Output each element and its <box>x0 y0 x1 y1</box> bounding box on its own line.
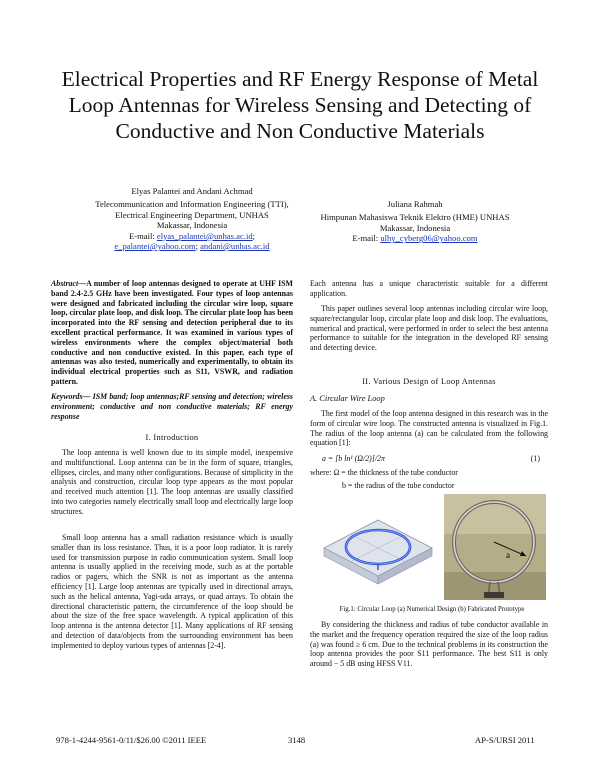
figure-1-graphic <box>320 492 548 602</box>
section-heading: II. Various Design of Loop Antennas <box>362 377 496 386</box>
author-names: Elyas Palantei and Andani Achmad <box>131 186 253 196</box>
equation: a = [b ln¹ (Ω/2)]/2π <box>322 454 385 463</box>
keywords-label: Keywords <box>51 392 83 401</box>
email-link[interactable]: e_palantei@yahoo.com <box>114 241 196 252</box>
where-line: b = the radius of the tube conductor <box>342 481 455 490</box>
abstract <box>51 279 293 387</box>
email-label: E-mail: <box>352 233 379 244</box>
section-heading: I. Introduction <box>145 433 199 442</box>
email-link[interactable]: ulhy_cyberg06@yahoo.com <box>380 233 478 244</box>
keywords <box>51 392 293 421</box>
equation-row <box>310 454 548 464</box>
email-label: E-mail: <box>128 230 155 241</box>
paragraph: This paper outlines several loop antennas including circular wire loop, square/rectangular loop, circular plate loop and disk loop. The evaluations, numerical and practical, were performed in order to select the best antenna performance to suitable for the integration in the developed RF sensing and detecting device. <box>310 304 548 353</box>
paragraph: The first model of the loop antenna designed in this research was in the form of circular wire loop. The constructed antenna is visualized in Fig.1. The radius of the loop antenna (a) can be calculated from the following equation [1]: <box>310 409 548 448</box>
paragraph: The loop antenna is well known due to its simple model, inexpensive and multifunctional. Loop antenna can be in the form of square, triangles, ellipses, circles, and many other configurations. Because of simplicity in the analysis and construction, circular loop type appears as the most popular and received much attention [1]. The loop antennas are usually classified into two categories namely electrically small loop and electrically large loop structures. <box>51 448 293 516</box>
radius-label: a <box>506 550 510 560</box>
subsection-heading: A. Circular Wire Loop <box>310 394 385 403</box>
footer-conference: AP-S/URSI 2011 <box>475 735 535 745</box>
footer-isbn: 978-1-4244-9561-0/11/$26.00 ©2011 IEEE <box>56 735 207 745</box>
abstract-text: —A number of loop antennas designed to operate at UHF ISM band 2.4-2.5 GHz have been investigated. Four types of loop antennas were designed and fabricated including the circular wire loop, square loop, circular plate loop, and disk loop. The circular plate loop has been incorporated into the RF sensing and detection peripheral due to its excellent practical performance. It was examined in various types of wireless environments where the complex object/material both conductive and non conductive existed. In this paper, each type of antennas was also tested, numerically and experimentally, to obtain its individual electrical properties such as S11, VSWR, and radiation pattern. <box>51 279 293 386</box>
equation-number: (1) <box>530 454 540 463</box>
author-block-1: Elyas Palantei and Andani Achmad Telecommunication and Information Engineering (TTI), Electrical Engineering Department, UNHAS Makassar, Indonesia E-mail: elyas_palantei@unhas.ac.id; e_palantei@yahoo.com; andani@unhas.ac.id <box>82 186 302 251</box>
email-link[interactable]: andani@unhas.ac.id <box>200 241 270 252</box>
email-link[interactable]: elyas_palantei@unhas.ac.id <box>156 230 253 241</box>
numerical-design <box>324 520 432 584</box>
figure-1 <box>320 492 548 602</box>
paragraph: By considering the thickness and radius of tube conductor available in the market and the frequency operation required the size of the loop radius (a) was found ≥ 6 cm. Due to the technical problems in its construction the loop antenna provides the poor S11 performance. The best S11 is only around − 5 dB using HFSS V11. <box>310 620 548 669</box>
affiliation-line: Himpunan Mahasiswa Teknik Elektro (HME) UNHAS <box>320 212 510 223</box>
paragraph: Small loop antenna has a small radiation resistance which is usually smaller than its loss resistance. Thus, it is a poor loop radiator. It is rarely used for transmission purpose in radio communication system. Small loop antenna is usually applied in the receiving mode, such as at the portable radios or pagers, which the SNR is not as important as the antenna efficiency [1]. Large loop antennas are typically used in directional arrays, such as the helical antenna, Yagi-uda arrays, or quad arrays. To obtain the directional characteristic pattern, the circumference of the loop should be about the size of the free space wavelength. A typical application of this loop antenna is the antenna detector [1]. Many applications of RF sensing and detection of data/objects from the surrounding environment has been implemented to deploy various types of antennas [2-4]. <box>51 533 293 650</box>
author-city: Makassar, Indonesia <box>379 222 451 233</box>
author-block-2 <box>310 199 520 244</box>
where-line: where: Ω = the thickness of the tube conductor <box>310 468 458 477</box>
paper-title: Electrical Properties and RF Energy Response of Metal Loop Antennas for Wireless Sensing and Detecting of Conductive and Non Conductive Materials <box>61 67 539 143</box>
paragraph: Each antenna has a unique characteristic suitable for a different application. <box>310 279 548 298</box>
keywords-text: — ISM band; loop antennas;RF sensing and detection; wireless environment; conductive and non conductive materials; RF energy response <box>51 392 293 421</box>
page-number: 3148 <box>288 735 306 745</box>
affiliation-line: Telecommunication and Information Engineering (TTI), <box>95 199 289 210</box>
figure-caption: Fig.1: Circular Loop (a) Numerical Design (b) Fabricated Prototype <box>339 606 525 613</box>
affiliation-line: Electrical Engineering Department, UNHAS <box>115 209 269 220</box>
author-city: Makassar, Indonesia <box>156 220 228 231</box>
author-name: Juliana Rahmah <box>387 199 443 209</box>
fabricated-prototype <box>444 494 546 600</box>
abstract-label: Abstract <box>51 279 79 288</box>
